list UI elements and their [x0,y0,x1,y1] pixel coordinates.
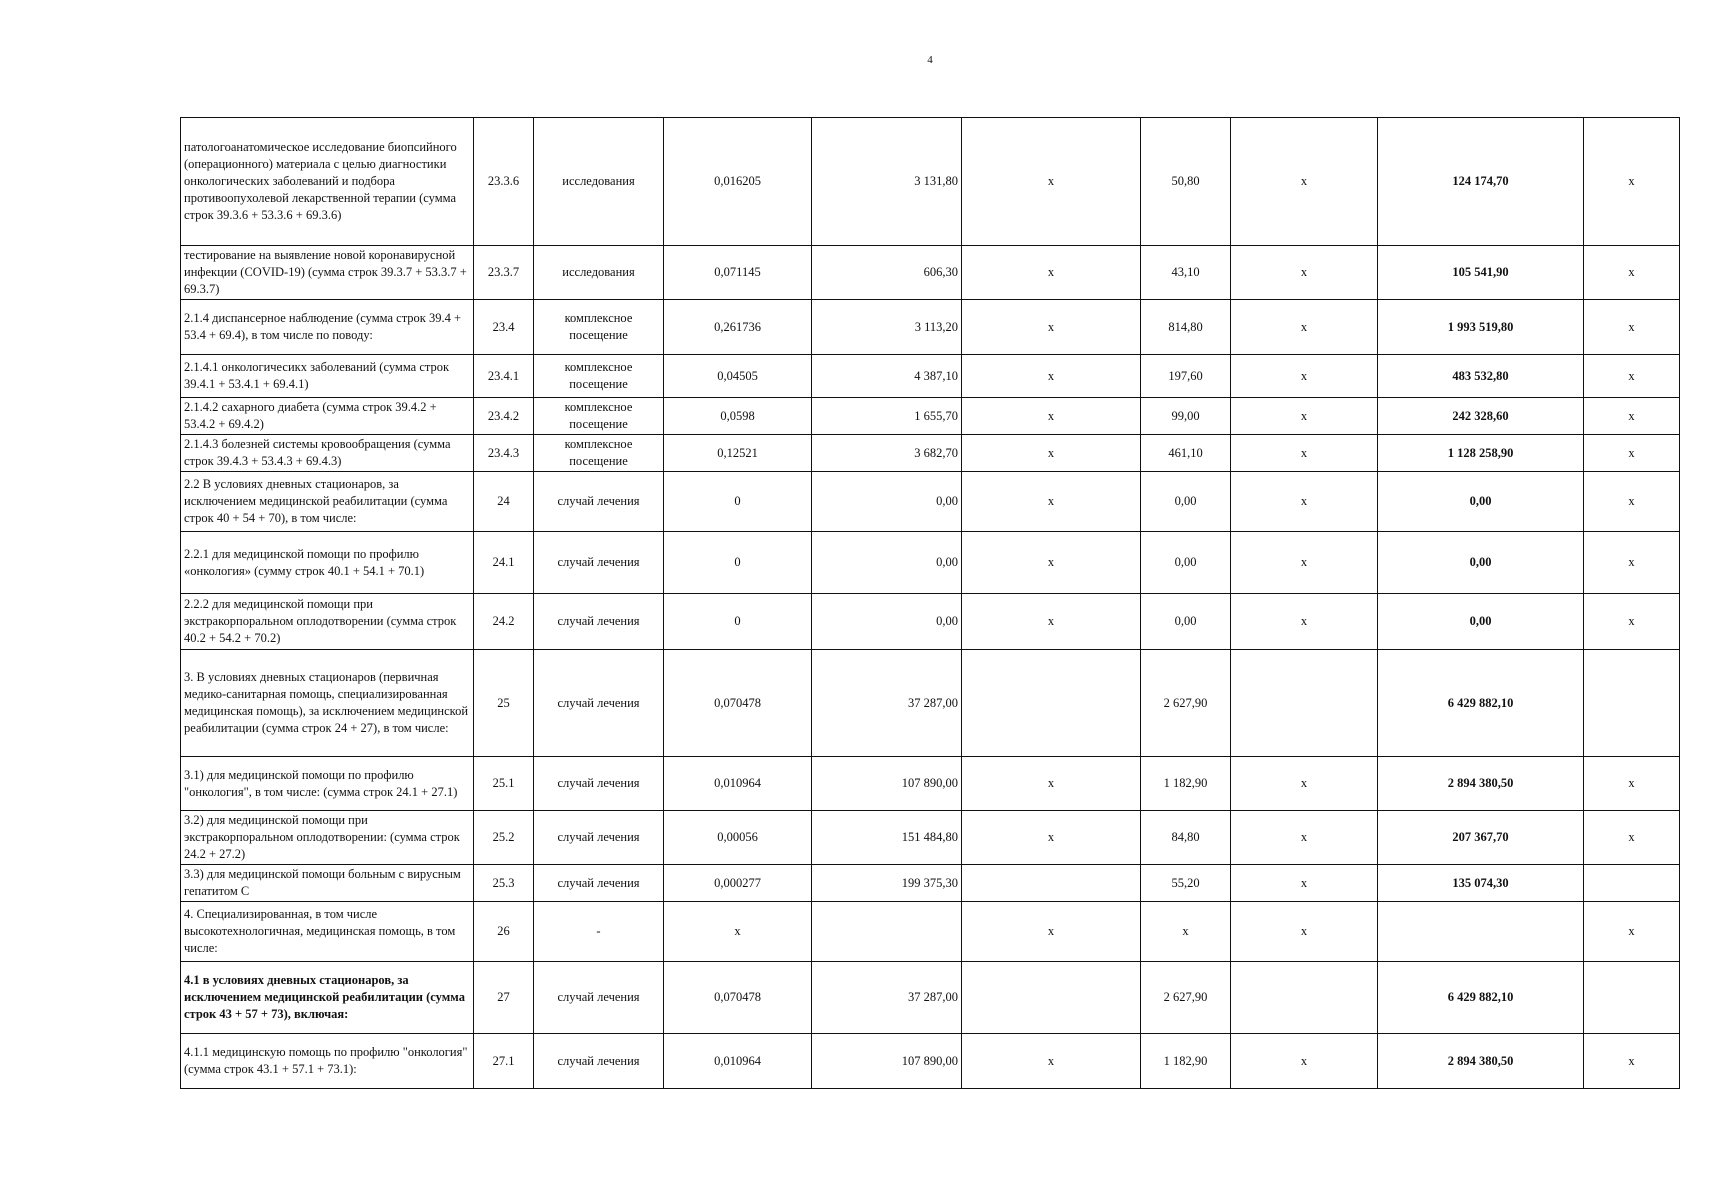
unit-cell: комплексное посещение [534,435,664,472]
total-cell: 2 894 380,50 [1378,1034,1584,1089]
cost-cell: 107 890,00 [812,757,962,811]
col8-cell: х [1231,902,1378,962]
total-cell: 483 532,80 [1378,355,1584,398]
total-cell: 207 367,70 [1378,811,1584,865]
cost-cell: 0,00 [812,594,962,650]
col6-cell: х [962,246,1141,300]
row-description: 4. Специализированная, в том числе высокотехнологичная, медицинская помощь, в том числе: [181,902,474,962]
col6-cell: х [962,472,1141,532]
col8-cell [1231,650,1378,757]
total-cell: 6 429 882,10 [1378,650,1584,757]
table-row [181,865,1680,902]
row-number: 23.4.2 [474,398,534,435]
col6-cell: х [962,902,1141,962]
norm-cell: 0 [664,532,812,594]
cost-cell: 3 131,80 [812,118,962,246]
col6-cell: х [962,398,1141,435]
col10-cell: х [1584,435,1680,472]
unit-cell: случай лечения [534,962,664,1034]
row-number: 27.1 [474,1034,534,1089]
cost-cell: 4 387,10 [812,355,962,398]
col7-cell: 814,80 [1141,300,1231,355]
col7-cell: 84,80 [1141,811,1231,865]
table-row [181,650,1680,757]
total-cell: 0,00 [1378,594,1584,650]
total-cell: 0,00 [1378,472,1584,532]
col6-cell: х [962,811,1141,865]
total-cell: 1 128 258,90 [1378,435,1584,472]
col7-cell: 2 627,90 [1141,650,1231,757]
table-row [181,811,1680,865]
total-cell: 2 894 380,50 [1378,757,1584,811]
table-row [181,246,1680,300]
table-row [181,594,1680,650]
col8-cell: х [1231,532,1378,594]
row-number: 23.3.7 [474,246,534,300]
col8-cell [1231,962,1378,1034]
col7-cell: 55,20 [1141,865,1231,902]
col6-cell [962,865,1141,902]
col6-cell [962,962,1141,1034]
unit-cell: случай лечения [534,757,664,811]
cost-cell: 0,00 [812,472,962,532]
col8-cell: х [1231,811,1378,865]
table-row [181,902,1680,962]
norm-cell: 0,12521 [664,435,812,472]
col10-cell [1584,865,1680,902]
col7-cell: 99,00 [1141,398,1231,435]
col8-cell: х [1231,1034,1378,1089]
row-description: 2.1.4 диспансерное наблюдение (сумма строк 39.4 + 53.4 + 69.4), в том числе по поводу: [181,300,474,355]
col7-cell: 2 627,90 [1141,962,1231,1034]
unit-cell: случай лечения [534,865,664,902]
cost-cell: 3 113,20 [812,300,962,355]
unit-cell: случай лечения [534,650,664,757]
col7-cell: 0,00 [1141,472,1231,532]
cost-cell [812,902,962,962]
col10-cell: х [1584,811,1680,865]
unit-cell: комплексное посещение [534,355,664,398]
table-row [181,118,1680,246]
row-description: 3.1) для медицинской помощи по профилю "онкология", в том числе: (сумма строк 24.1 + 27.1) [181,757,474,811]
unit-cell: исследования [534,246,664,300]
unit-cell: случай лечения [534,532,664,594]
unit-cell: случай лечения [534,472,664,532]
row-number: 25.1 [474,757,534,811]
col8-cell: х [1231,398,1378,435]
total-cell: 105 541,90 [1378,246,1584,300]
total-cell: 6 429 882,10 [1378,962,1584,1034]
row-description: 4.1 в условиях дневных стационаров, за исключением медицинской реабилитации (сумма строк 43 + 57 + 73), включая: [181,962,474,1034]
col6-cell: х [962,435,1141,472]
unit-cell: случай лечения [534,594,664,650]
col7-cell: 0,00 [1141,532,1231,594]
table-row [181,757,1680,811]
row-number: 25.3 [474,865,534,902]
col7-cell: 50,80 [1141,118,1231,246]
norm-cell: 0 [664,472,812,532]
row-description: 4.1.1 медицинскую помощь по профилю "онкология" (сумма строк 43.1 + 57.1 + 73.1): [181,1034,474,1089]
col7-cell: 1 182,90 [1141,757,1231,811]
col8-cell: х [1231,355,1378,398]
col7-cell: 197,60 [1141,355,1231,398]
col10-cell: х [1584,594,1680,650]
col6-cell: х [962,355,1141,398]
row-description: 3. В условиях дневных стационаров (первичная медико-санитарная помощь, специализированная медицинская помощь), за исключением медицинской реабилитации (сумма строк 24 + 27), в том числе: [181,650,474,757]
cost-cell: 37 287,00 [812,962,962,1034]
cost-cell: 151 484,80 [812,811,962,865]
col10-cell: х [1584,355,1680,398]
table-row [181,435,1680,472]
unit-cell: - [534,902,664,962]
col10-cell: х [1584,757,1680,811]
col8-cell: х [1231,472,1378,532]
cost-cell: 107 890,00 [812,1034,962,1089]
col8-cell: х [1231,865,1378,902]
row-number: 24.2 [474,594,534,650]
row-number: 23.4 [474,300,534,355]
col10-cell: х [1584,1034,1680,1089]
cost-cell: 0,00 [812,532,962,594]
norm-cell: 0 [664,594,812,650]
col10-cell: х [1584,300,1680,355]
table-row [181,398,1680,435]
cost-cell: 199 375,30 [812,865,962,902]
norm-cell: 0,010964 [664,757,812,811]
col10-cell: х [1584,398,1680,435]
unit-cell: случай лечения [534,1034,664,1089]
row-number: 24 [474,472,534,532]
norm-cell: 0,261736 [664,300,812,355]
row-number: 27 [474,962,534,1034]
col7-cell: 1 182,90 [1141,1034,1231,1089]
total-cell: 0,00 [1378,532,1584,594]
row-description: 2.1.4.2 сахарного диабета (сумма строк 39.4.2 + 53.4.2 + 69.4.2) [181,398,474,435]
unit-cell: комплексное посещение [534,398,664,435]
norm-cell: 0,070478 [664,962,812,1034]
norm-cell: х [664,902,812,962]
col8-cell: х [1231,594,1378,650]
table-row [181,355,1680,398]
col6-cell: х [962,118,1141,246]
table-row [181,532,1680,594]
row-description: 2.2.1 для медицинской помощи по профилю «онкология» (сумму строк 40.1 + 54.1 + 70.1) [181,532,474,594]
total-cell [1378,902,1584,962]
total-cell: 1 993 519,80 [1378,300,1584,355]
table-row [181,1034,1680,1089]
col6-cell: х [962,532,1141,594]
col10-cell: х [1584,118,1680,246]
unit-cell: случай лечения [534,811,664,865]
page-number: 4 [927,54,933,66]
row-number: 25 [474,650,534,757]
col8-cell: х [1231,435,1378,472]
row-description: 3.3) для медицинской помощи больным с вирусным гепатитом С [181,865,474,902]
col8-cell: х [1231,246,1378,300]
row-number: 24.1 [474,532,534,594]
col10-cell: х [1584,532,1680,594]
col6-cell: х [962,300,1141,355]
unit-cell: комплексное посещение [534,300,664,355]
total-cell: 135 074,30 [1378,865,1584,902]
col6-cell: х [962,1034,1141,1089]
row-description: 3.2) для медицинской помощи при экстракорпоральном оплодотворении: (сумма строк 24.2 + 27.2) [181,811,474,865]
row-description: тестирование на выявление новой коронавирусной инфекции (COVID-19) (сумма строк 39.3.7 + 53.3.7 + 69.3.7) [181,246,474,300]
row-number: 26 [474,902,534,962]
col10-cell: х [1584,472,1680,532]
col8-cell: х [1231,300,1378,355]
total-cell: 124 174,70 [1378,118,1584,246]
norm-cell: 0,000277 [664,865,812,902]
col10-cell [1584,650,1680,757]
norm-cell: 0,04505 [664,355,812,398]
row-number: 23.4.1 [474,355,534,398]
data-table [180,117,1680,1089]
norm-cell: 0,070478 [664,650,812,757]
col6-cell [962,650,1141,757]
row-description: 2.2.2 для медицинской помощи при экстракорпоральном оплодотворении (сумма строк 40.2 + 54.2 + 70.2) [181,594,474,650]
norm-cell: 0,00056 [664,811,812,865]
row-description: 2.2 В условиях дневных стационаров, за исключением медицинской реабилитации (сумма строк 40 + 54 + 70), в том числе: [181,472,474,532]
table-row [181,300,1680,355]
table-row [181,472,1680,532]
cost-cell: 37 287,00 [812,650,962,757]
col10-cell: х [1584,902,1680,962]
row-number: 25.2 [474,811,534,865]
col7-cell: 43,10 [1141,246,1231,300]
cost-cell: 606,30 [812,246,962,300]
unit-cell: исследования [534,118,664,246]
norm-cell: 0,071145 [664,246,812,300]
col7-cell: 0,00 [1141,594,1231,650]
cost-cell: 3 682,70 [812,435,962,472]
col6-cell: х [962,757,1141,811]
norm-cell: 0,016205 [664,118,812,246]
row-description: 2.1.4.1 онкологичесикх заболеваний (сумма строк 39.4.1 + 53.4.1 + 69.4.1) [181,355,474,398]
table-row [181,962,1680,1034]
col10-cell: х [1584,246,1680,300]
col8-cell: х [1231,757,1378,811]
cost-cell: 1 655,70 [812,398,962,435]
col8-cell: х [1231,118,1378,246]
row-number: 23.4.3 [474,435,534,472]
row-description: 2.1.4.3 болезней системы кровообращения (сумма строк 39.4.3 + 53.4.3 + 69.4.3) [181,435,474,472]
norm-cell: 0,0598 [664,398,812,435]
norm-cell: 0,010964 [664,1034,812,1089]
col6-cell: х [962,594,1141,650]
col7-cell: 461,10 [1141,435,1231,472]
total-cell: 242 328,60 [1378,398,1584,435]
col10-cell [1584,962,1680,1034]
row-number: 23.3.6 [474,118,534,246]
col7-cell: х [1141,902,1231,962]
row-description: патологоанатомическое исследование биопсийного (операционного) материала с целью диагностики онкологических заболеваний и подбора противоопухолевой лекарственной терапии (сумма строк 39.3.6 + 53.3.6 + 69.3.6) [181,118,474,246]
